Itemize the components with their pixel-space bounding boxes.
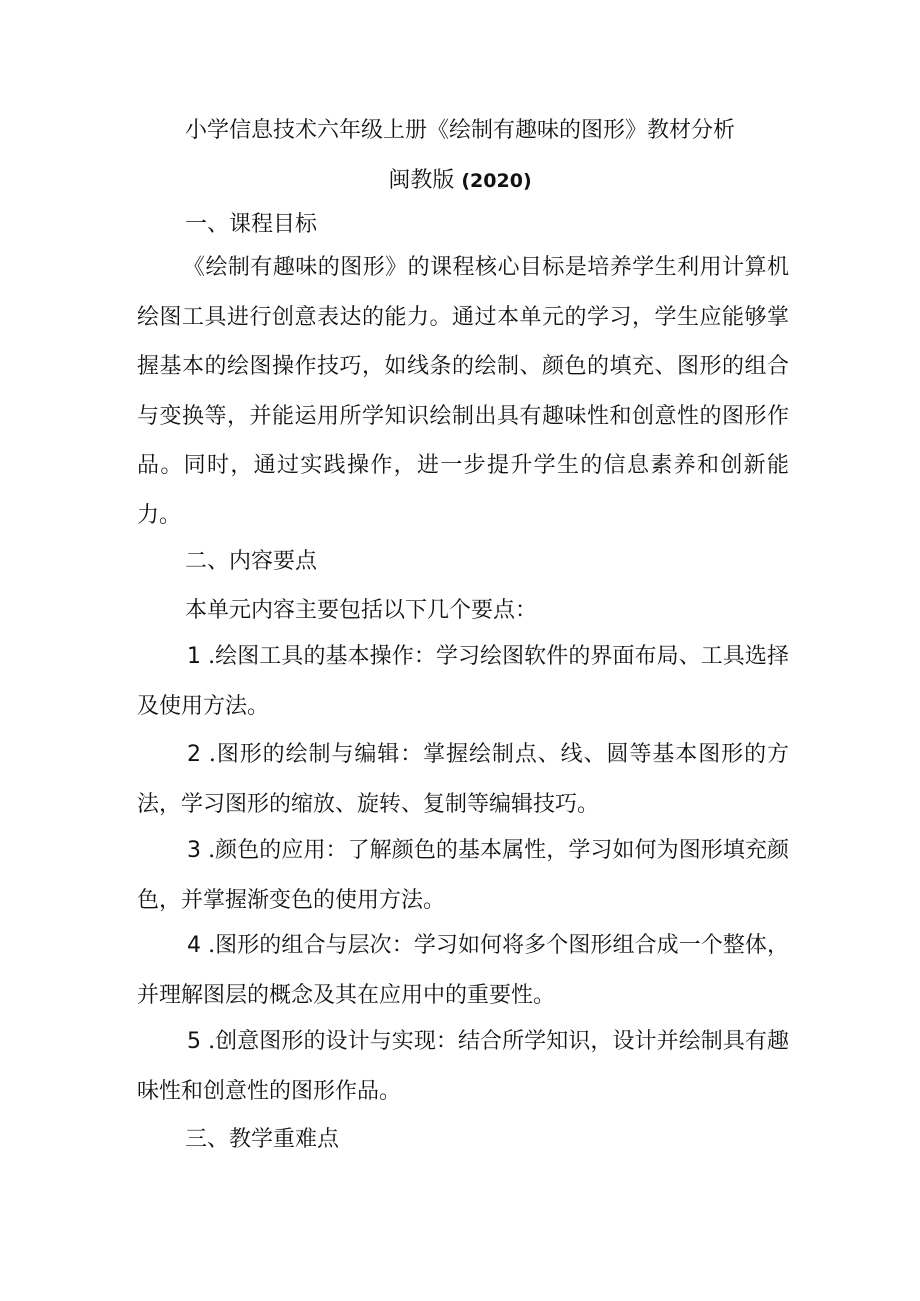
list-item-text: .颜色的应用：了解颜色的基本属性，学习如何为图形填充颜色，并掌握渐变色的使用方法。 <box>137 838 789 913</box>
list-item-text: .图形的组合与层次：学习如何将多个图形组合成一个整体，并理解图层的概念及其在应用中的重要性。 <box>137 933 789 1008</box>
document-subtitle <box>0 167 920 195</box>
list-item-text: .创意图形的设计与实现：结合所学知识，设计并绘制具有趣味性和创意性的图形作品。 <box>137 1029 789 1104</box>
list-item <box>137 730 789 829</box>
list-item <box>137 826 789 925</box>
section-heading-content: 二、内容要点 <box>185 549 318 574</box>
list-item-number: 5 <box>187 1029 201 1054</box>
list-item-text: .图形的绘制与编辑：掌握绘制点、线、圆等基本图形的方法，学习图形的缩放、旋转、复制等编辑技巧。 <box>137 742 789 817</box>
list-item-number: 1 <box>187 644 201 669</box>
document-title: 小学信息技术六年级上册《绘制有趣味的图形》教材分析 <box>184 118 735 143</box>
edition-year: (2020) <box>461 170 532 192</box>
section-heading-difficulties: 三、教学重难点 <box>185 1127 340 1152</box>
list-item-number: 2 <box>187 742 201 767</box>
list-item <box>137 1017 789 1116</box>
list-item-text: .绘图工具的基本操作：学习绘图软件的界面布局、工具选择及使用方法。 <box>137 644 789 719</box>
content-intro: 本单元内容主要包括以下几个要点： <box>185 598 538 623</box>
list-item-number: 4 <box>187 933 201 958</box>
list-item-number: 3 <box>187 838 201 863</box>
publisher-label: 闽教版 <box>388 168 455 193</box>
list-item <box>137 921 789 1020</box>
list-item <box>137 632 789 731</box>
goals-paragraph: 《绘制有趣味的图形》的课程核心目标是培养学生利用计算机绘图工具进行创意表达的能力。通过本单元的学习，学生应能够掌握基本的绘图操作技巧，如线条的绘制、颜色的填充、图形的组合与变换等，并能运用所学知识绘制出具有趣味性和创意性的图形作品。同时，通过实践操作，进一步提升学生的信息素养和创新能力。 <box>137 255 789 528</box>
section-heading-goals: 一、课程目标 <box>185 212 318 237</box>
